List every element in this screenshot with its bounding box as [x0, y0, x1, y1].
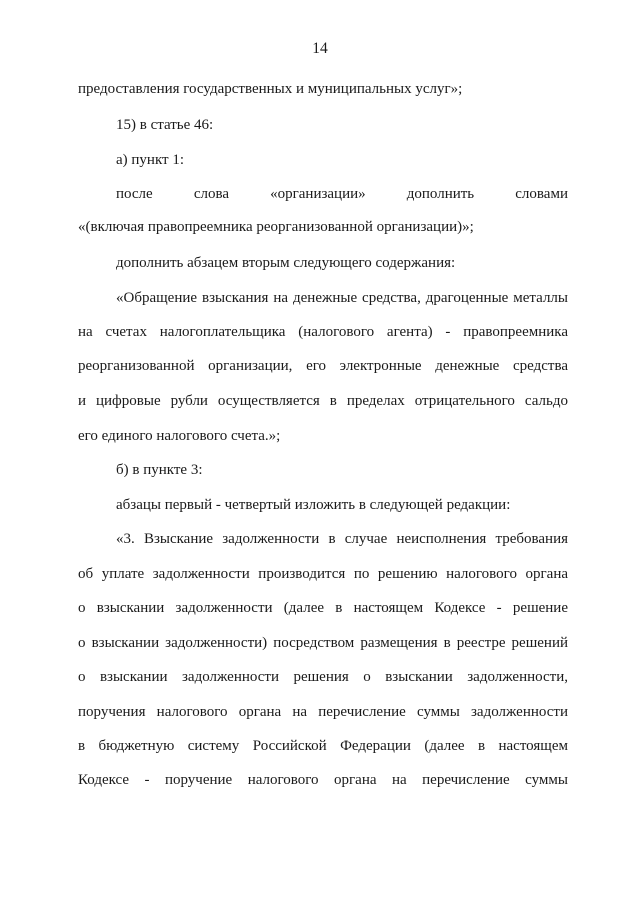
text-line: об уплате задолженности производится по решению налогового органа: [78, 566, 568, 582]
spread-word: словами: [515, 186, 568, 202]
text-line: о взыскании задолженности решения о взыскании задолженности,: [78, 669, 568, 685]
text-line: Кодексе - поручение налогового органа на перечисление суммы: [78, 772, 568, 788]
text-line: «(включая правопреемника реорганизованной организации)»;: [78, 219, 474, 235]
text-line: о взыскании задолженности (далее в настоящем Кодексе - решение: [78, 600, 568, 616]
text-line: «3. Взыскание задолженности в случае неисполнения требования: [116, 531, 568, 547]
page-number: 14: [312, 40, 328, 57]
text-line: реорганизованной организации, его электронные денежные средства: [78, 358, 568, 374]
text-line: и цифровые рубли осуществляется в пределах отрицательного сальдо: [78, 393, 568, 409]
spread-word: дополнить: [406, 186, 475, 202]
text-line: 15) в статье 46:: [116, 117, 214, 133]
text-line: «Обращение взыскания на денежные средства, драгоценные металлы: [116, 290, 568, 306]
spread-word: слова: [193, 186, 229, 202]
text-line: его единого налогового счета.»;: [78, 428, 281, 444]
text-line: б) в пункте 3:: [116, 462, 203, 478]
text-line: о взыскании задолженности) посредством размещения в реестре решений: [78, 635, 568, 651]
text-line: на счетах налогоплательщика (налогового агента) - правопреемника: [78, 324, 568, 340]
spread-word: после: [116, 186, 153, 202]
text-line: дополнить абзацем вторым следующего содержания:: [116, 255, 456, 271]
text-line: абзацы первый - четвертый изложить в следующей редакции:: [116, 497, 511, 513]
text-line: поручения налогового органа на перечисление суммы задолженности: [78, 704, 568, 720]
spread-word: «организации»: [270, 186, 366, 202]
spread-line: [116, 185, 568, 203]
text-line: предоставления государственных и муниципальных услуг»;: [78, 81, 463, 97]
text-line: в бюджетную систему Российской Федерации (далее в настоящем: [78, 738, 568, 754]
text-line: а) пункт 1:: [116, 152, 185, 168]
